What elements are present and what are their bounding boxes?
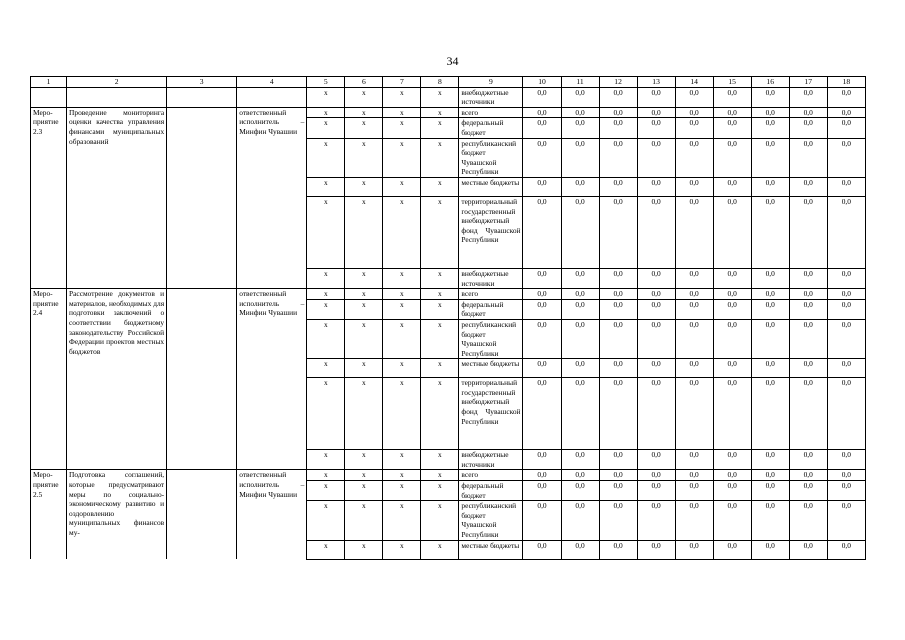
value-cell: 0,0	[789, 118, 827, 138]
value-cell: 0,0	[523, 268, 561, 288]
value-cell: 0,0	[713, 481, 751, 501]
source-cell: территориальный государственный внебюджетный фонд Чувашской Республики	[459, 196, 523, 268]
value-cell: 0,0	[751, 470, 789, 481]
value-cell: 0,0	[599, 138, 637, 177]
value-cell: 0,0	[637, 289, 675, 300]
value-cell: 0,0	[523, 87, 561, 107]
value-cell: 0,0	[713, 107, 751, 118]
value-cell: 0,0	[561, 450, 599, 470]
value-cell: 0,0	[789, 450, 827, 470]
mark-cell: х	[345, 540, 383, 559]
value-cell: 0,0	[827, 289, 865, 300]
column-number: 8	[421, 77, 459, 88]
value-cell: 0,0	[599, 450, 637, 470]
value-cell: 0,0	[637, 87, 675, 107]
value-cell: 0,0	[523, 319, 561, 358]
mark-cell: х	[383, 470, 421, 481]
column-number: 17	[789, 77, 827, 88]
value-cell: 0,0	[713, 196, 751, 268]
value-cell: 0,0	[599, 87, 637, 107]
value-cell: 0,0	[523, 177, 561, 196]
column-number: 18	[827, 77, 865, 88]
value-cell: 0,0	[789, 196, 827, 268]
mark-cell: х	[307, 87, 345, 107]
source-cell: федеральный бюджет	[459, 118, 523, 138]
mark-cell: х	[421, 118, 459, 138]
mark-cell: х	[383, 138, 421, 177]
value-cell: 0,0	[675, 196, 713, 268]
mark-cell: х	[383, 540, 421, 559]
value-cell: 0,0	[713, 138, 751, 177]
mark-cell: х	[421, 87, 459, 107]
value-cell: 0,0	[675, 378, 713, 450]
value-cell: 0,0	[599, 378, 637, 450]
value-cell: 0,0	[751, 359, 789, 378]
value-cell: 0,0	[523, 107, 561, 118]
mark-cell: х	[421, 450, 459, 470]
value-cell: 0,0	[751, 138, 789, 177]
column-number: 6	[345, 77, 383, 88]
value-cell: 0,0	[789, 501, 827, 540]
value-cell: 0,0	[637, 138, 675, 177]
value-cell: 0,0	[713, 470, 751, 481]
value-cell: 0,0	[523, 378, 561, 450]
value-cell: 0,0	[713, 268, 751, 288]
column-number: 2	[67, 77, 167, 88]
source-cell: всего	[459, 289, 523, 300]
mark-cell: х	[307, 107, 345, 118]
source-cell: территориальный государственный внебюджетный фонд Чувашской Республики	[459, 378, 523, 450]
value-cell: 0,0	[637, 319, 675, 358]
value-cell: 0,0	[637, 177, 675, 196]
mark-cell: х	[307, 289, 345, 300]
value-cell: 0,0	[675, 268, 713, 288]
mark-cell: х	[383, 177, 421, 196]
value-cell: 0,0	[637, 481, 675, 501]
page-number: 34	[446, 54, 459, 68]
value-cell: 0,0	[751, 118, 789, 138]
value-cell: 0,0	[789, 319, 827, 358]
value-cell: 0,0	[523, 481, 561, 501]
value-cell: 0,0	[789, 299, 827, 319]
value-cell: 0,0	[751, 87, 789, 107]
value-cell: 0,0	[599, 319, 637, 358]
value-cell: 0,0	[713, 450, 751, 470]
mark-cell: х	[345, 501, 383, 540]
mark-cell: х	[421, 177, 459, 196]
value-cell: 0,0	[523, 299, 561, 319]
value-cell: 0,0	[713, 299, 751, 319]
column-number: 15	[713, 77, 751, 88]
value-cell: 0,0	[523, 540, 561, 559]
mark-cell: х	[307, 319, 345, 358]
measure-code-cell: Меро-приятие 2.4	[31, 289, 67, 470]
mark-cell: х	[345, 299, 383, 319]
value-cell: 0,0	[789, 268, 827, 288]
source-cell: местные бюджеты	[459, 177, 523, 196]
value-cell: 0,0	[561, 138, 599, 177]
value-cell: 0,0	[713, 501, 751, 540]
value-cell: 0,0	[561, 481, 599, 501]
value-cell: 0,0	[637, 268, 675, 288]
mark-cell: х	[421, 319, 459, 358]
mark-cell: х	[383, 481, 421, 501]
source-cell: внебюджетные источники	[459, 450, 523, 470]
measure-code-cell: Меро-приятие 2.3	[31, 107, 67, 288]
value-cell: 0,0	[827, 177, 865, 196]
value-cell: 0,0	[827, 470, 865, 481]
mark-cell: х	[421, 481, 459, 501]
value-cell: 0,0	[675, 87, 713, 107]
value-cell: 0,0	[789, 378, 827, 450]
value-cell: 0,0	[827, 138, 865, 177]
value-cell: 0,0	[751, 501, 789, 540]
source-cell: республиканский бюджет Чувашской Республики	[459, 319, 523, 358]
source-cell: всего	[459, 107, 523, 118]
empty-cell	[237, 87, 307, 107]
mark-cell: х	[421, 501, 459, 540]
mark-cell: х	[345, 118, 383, 138]
value-cell: 0,0	[789, 138, 827, 177]
value-cell: 0,0	[561, 378, 599, 450]
value-cell: 0,0	[751, 319, 789, 358]
value-cell: 0,0	[713, 87, 751, 107]
column-number: 3	[167, 77, 237, 88]
empty-cell	[167, 87, 237, 107]
value-cell: 0,0	[637, 378, 675, 450]
value-cell: 0,0	[751, 196, 789, 268]
mark-cell: х	[383, 359, 421, 378]
value-cell: 0,0	[637, 196, 675, 268]
value-cell: 0,0	[561, 268, 599, 288]
value-cell: 0,0	[675, 359, 713, 378]
mark-cell: х	[421, 196, 459, 268]
value-cell: 0,0	[675, 118, 713, 138]
value-cell: 0,0	[523, 359, 561, 378]
mark-cell: х	[345, 359, 383, 378]
value-cell: 0,0	[637, 470, 675, 481]
value-cell: 0,0	[561, 359, 599, 378]
value-cell: 0,0	[827, 359, 865, 378]
mark-cell: х	[307, 481, 345, 501]
value-cell: 0,0	[599, 289, 637, 300]
mark-cell: х	[307, 378, 345, 450]
mark-cell: х	[307, 268, 345, 288]
mark-cell: х	[383, 107, 421, 118]
value-cell: 0,0	[675, 289, 713, 300]
mark-cell: х	[421, 107, 459, 118]
mark-cell: х	[383, 196, 421, 268]
mark-cell: х	[345, 138, 383, 177]
value-cell: 0,0	[637, 299, 675, 319]
column-number: 13	[637, 77, 675, 88]
header-row	[31, 77, 866, 88]
source-cell: внебюджетные источники	[459, 268, 523, 288]
value-cell: 0,0	[561, 289, 599, 300]
value-cell: 0,0	[675, 107, 713, 118]
mark-cell: х	[345, 289, 383, 300]
source-cell: внебюджетные источники	[459, 87, 523, 107]
column-number: 14	[675, 77, 713, 88]
value-cell: 0,0	[827, 196, 865, 268]
mark-cell: х	[421, 378, 459, 450]
mark-cell: х	[345, 470, 383, 481]
value-cell: 0,0	[827, 540, 865, 559]
value-cell: 0,0	[751, 378, 789, 450]
responsible-cell: ответственный исполнитель – Минфин Чувашии	[237, 289, 307, 470]
mark-cell: х	[421, 299, 459, 319]
value-cell: 0,0	[713, 540, 751, 559]
value-cell: 0,0	[827, 87, 865, 107]
measure-name-cell: Рассмотрение документов и материалов, необходимых для подготовки заключений о соответствии бюджетному законодательству Российской Федерации проектов местных бюджетов	[67, 289, 167, 470]
value-cell: 0,0	[751, 540, 789, 559]
value-cell: 0,0	[561, 299, 599, 319]
empty-cell	[67, 87, 167, 107]
mark-cell: х	[383, 299, 421, 319]
mark-cell: х	[307, 299, 345, 319]
value-cell: 0,0	[827, 450, 865, 470]
mark-cell: х	[307, 138, 345, 177]
value-cell: 0,0	[827, 299, 865, 319]
value-cell: 0,0	[827, 378, 865, 450]
column-number: 4	[237, 77, 307, 88]
value-cell: 0,0	[751, 107, 789, 118]
mark-cell: х	[345, 378, 383, 450]
value-cell: 0,0	[599, 481, 637, 501]
mark-cell: х	[421, 540, 459, 559]
budget-table	[30, 76, 866, 560]
value-cell: 0,0	[789, 540, 827, 559]
value-cell: 0,0	[599, 107, 637, 118]
value-cell: 0,0	[789, 481, 827, 501]
mark-cell: х	[345, 196, 383, 268]
value-cell: 0,0	[599, 268, 637, 288]
column-number: 11	[561, 77, 599, 88]
column-number: 10	[523, 77, 561, 88]
mark-cell: х	[345, 107, 383, 118]
value-cell: 0,0	[789, 87, 827, 107]
value-cell: 0,0	[675, 540, 713, 559]
measure-code-cell: Меро-приятие 2.5	[31, 470, 67, 559]
value-cell: 0,0	[599, 359, 637, 378]
table-row	[31, 107, 866, 118]
value-cell: 0,0	[637, 501, 675, 540]
column-number: 1	[31, 77, 67, 88]
column-number: 9	[459, 77, 523, 88]
mark-cell: х	[421, 359, 459, 378]
value-cell: 0,0	[675, 450, 713, 470]
source-cell: республиканский бюджет Чувашской Республики	[459, 138, 523, 177]
source-cell: местные бюджеты	[459, 359, 523, 378]
value-cell: 0,0	[599, 299, 637, 319]
mark-cell: х	[345, 268, 383, 288]
measure-column-3-cell	[167, 289, 237, 470]
value-cell: 0,0	[561, 196, 599, 268]
mark-cell: х	[383, 319, 421, 358]
value-cell: 0,0	[827, 319, 865, 358]
value-cell: 0,0	[523, 138, 561, 177]
value-cell: 0,0	[675, 177, 713, 196]
mark-cell: х	[345, 87, 383, 107]
value-cell: 0,0	[789, 177, 827, 196]
value-cell: 0,0	[751, 481, 789, 501]
mark-cell: х	[383, 378, 421, 450]
value-cell: 0,0	[827, 481, 865, 501]
value-cell: 0,0	[599, 540, 637, 559]
value-cell: 0,0	[599, 470, 637, 481]
value-cell: 0,0	[675, 481, 713, 501]
value-cell: 0,0	[599, 501, 637, 540]
mark-cell: х	[421, 268, 459, 288]
measure-column-3-cell	[167, 107, 237, 288]
value-cell: 0,0	[675, 470, 713, 481]
value-cell: 0,0	[789, 470, 827, 481]
value-cell: 0,0	[523, 118, 561, 138]
table-row	[31, 289, 866, 300]
measure-name-cell: Подготовка соглашений, которые предусматривают меры по социально-экономическому развитию и оздоровлению муниципальных финансов му-	[67, 470, 167, 559]
table-row	[31, 87, 866, 107]
value-cell: 0,0	[523, 470, 561, 481]
mark-cell: х	[383, 501, 421, 540]
value-cell: 0,0	[675, 319, 713, 358]
responsible-cell: ответственный исполнитель – Минфин Чувашии	[237, 470, 307, 559]
mark-cell: х	[307, 450, 345, 470]
mark-cell: х	[345, 319, 383, 358]
value-cell: 0,0	[561, 118, 599, 138]
column-number: 5	[307, 77, 345, 88]
value-cell: 0,0	[789, 107, 827, 118]
value-cell: 0,0	[561, 107, 599, 118]
value-cell: 0,0	[523, 289, 561, 300]
source-cell: республиканский бюджет Чувашской Республики	[459, 501, 523, 540]
source-cell: федеральный бюджет	[459, 481, 523, 501]
mark-cell: х	[307, 196, 345, 268]
mark-cell: х	[307, 359, 345, 378]
value-cell: 0,0	[713, 378, 751, 450]
mark-cell: х	[383, 289, 421, 300]
value-cell: 0,0	[713, 177, 751, 196]
mark-cell: х	[307, 177, 345, 196]
mark-cell: х	[307, 540, 345, 559]
measure-column-3-cell	[167, 470, 237, 559]
mark-cell: х	[383, 87, 421, 107]
measure-name-cell: Проведение мониторинга оценки качества управления финансами муниципальных образований	[67, 107, 167, 288]
value-cell: 0,0	[637, 107, 675, 118]
mark-cell: х	[307, 501, 345, 540]
source-cell: местные бюджеты	[459, 540, 523, 559]
value-cell: 0,0	[599, 177, 637, 196]
mark-cell: х	[383, 118, 421, 138]
value-cell: 0,0	[561, 319, 599, 358]
value-cell: 0,0	[561, 540, 599, 559]
value-cell: 0,0	[789, 359, 827, 378]
mark-cell: х	[421, 470, 459, 481]
value-cell: 0,0	[675, 138, 713, 177]
mark-cell: х	[383, 450, 421, 470]
value-cell: 0,0	[637, 450, 675, 470]
source-cell: всего	[459, 470, 523, 481]
value-cell: 0,0	[713, 359, 751, 378]
source-cell: федеральный бюджет	[459, 299, 523, 319]
value-cell: 0,0	[561, 470, 599, 481]
value-cell: 0,0	[827, 501, 865, 540]
value-cell: 0,0	[713, 289, 751, 300]
value-cell: 0,0	[827, 107, 865, 118]
value-cell: 0,0	[599, 196, 637, 268]
column-number: 7	[383, 77, 421, 88]
value-cell: 0,0	[637, 359, 675, 378]
value-cell: 0,0	[751, 289, 789, 300]
value-cell: 0,0	[827, 268, 865, 288]
value-cell: 0,0	[637, 540, 675, 559]
mark-cell: х	[345, 481, 383, 501]
value-cell: 0,0	[713, 319, 751, 358]
value-cell: 0,0	[751, 268, 789, 288]
mark-cell: х	[421, 289, 459, 300]
value-cell: 0,0	[599, 118, 637, 138]
value-cell: 0,0	[523, 501, 561, 540]
mark-cell: х	[307, 470, 345, 481]
value-cell: 0,0	[637, 118, 675, 138]
table-row	[31, 470, 866, 481]
value-cell: 0,0	[713, 118, 751, 138]
value-cell: 0,0	[561, 177, 599, 196]
value-cell: 0,0	[789, 289, 827, 300]
responsible-cell: ответственный исполнитель – Минфин Чувашии	[237, 107, 307, 288]
mark-cell: х	[345, 177, 383, 196]
column-number: 16	[751, 77, 789, 88]
column-number: 12	[599, 77, 637, 88]
value-cell: 0,0	[751, 450, 789, 470]
value-cell: 0,0	[561, 87, 599, 107]
value-cell: 0,0	[675, 501, 713, 540]
value-cell: 0,0	[827, 118, 865, 138]
mark-cell: х	[421, 138, 459, 177]
value-cell: 0,0	[523, 450, 561, 470]
mark-cell: х	[383, 268, 421, 288]
mark-cell: х	[345, 450, 383, 470]
value-cell: 0,0	[675, 299, 713, 319]
mark-cell: х	[307, 118, 345, 138]
value-cell: 0,0	[751, 177, 789, 196]
value-cell: 0,0	[523, 196, 561, 268]
empty-cell	[31, 87, 67, 107]
value-cell: 0,0	[751, 299, 789, 319]
value-cell: 0,0	[561, 501, 599, 540]
